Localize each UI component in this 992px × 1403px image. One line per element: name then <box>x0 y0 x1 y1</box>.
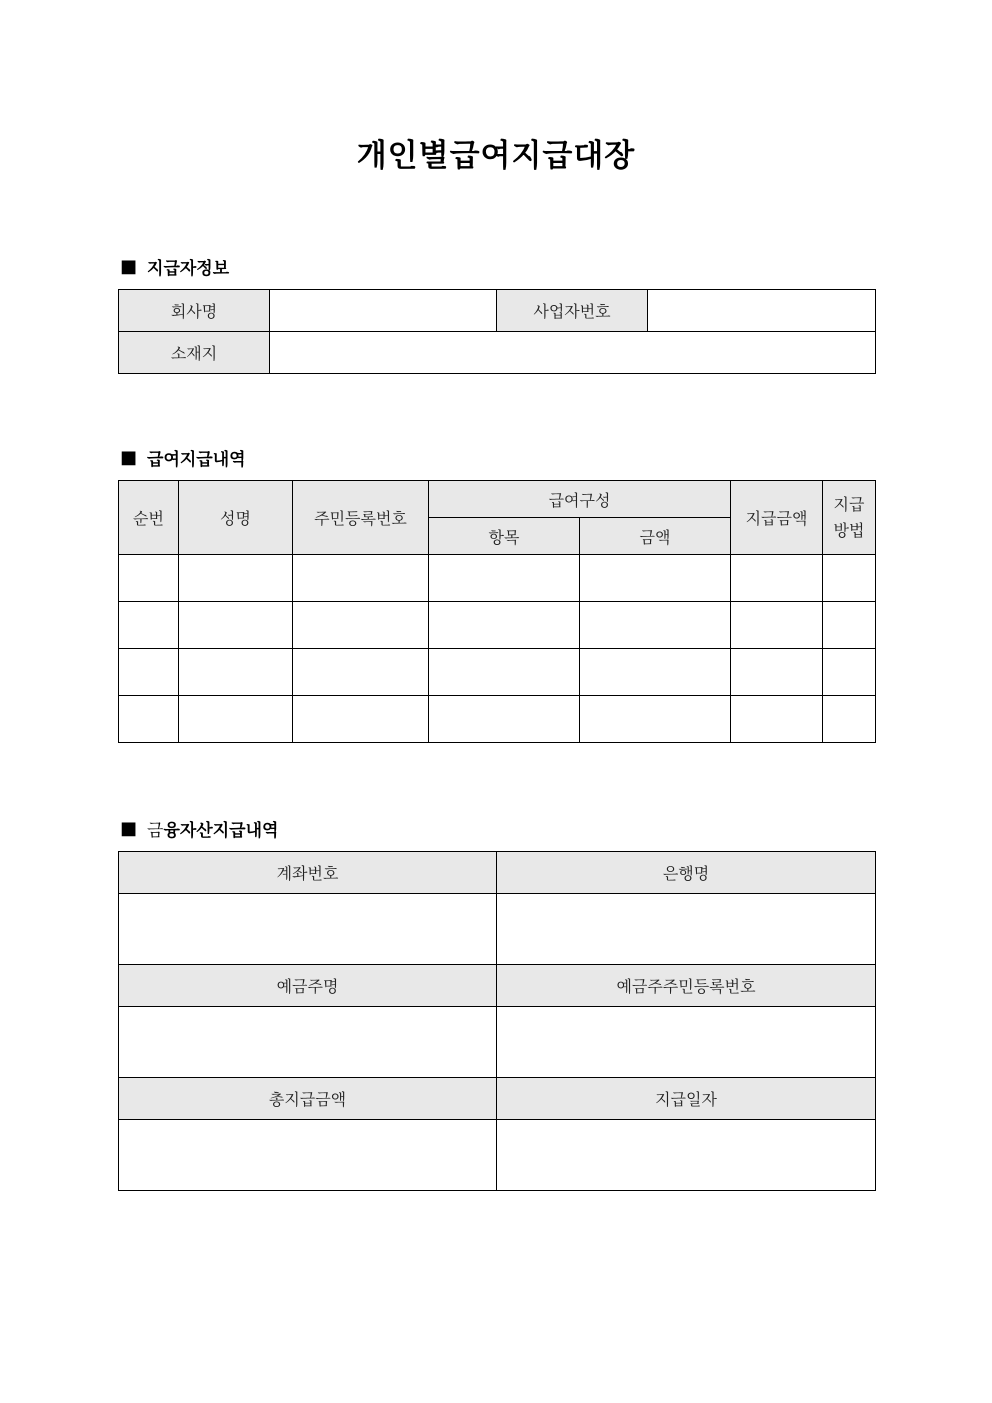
cell-resident-no[interactable] <box>293 555 429 602</box>
payment-section-heading <box>120 445 246 470</box>
address-field[interactable] <box>270 332 876 374</box>
col-name: 성명 <box>179 481 293 555</box>
cell-seq[interactable] <box>119 602 179 649</box>
col-resident-no: 주민등록번호 <box>293 481 429 555</box>
cell-resident-no[interactable] <box>293 602 429 649</box>
col-composition: 급여구성 <box>429 481 731 518</box>
square-bullet-icon: ■ <box>120 256 138 277</box>
col-item: 항목 <box>429 518 580 555</box>
business-no-field[interactable] <box>648 290 876 332</box>
table-row <box>119 602 876 649</box>
payment-table <box>118 480 876 743</box>
depositor-label: 예금주명 <box>119 965 497 1007</box>
col-pay-method: 지급 방법 <box>823 481 876 555</box>
address-label: 소재지 <box>119 332 270 374</box>
cell-pay-method[interactable] <box>823 696 876 743</box>
cell-name[interactable] <box>179 696 293 743</box>
cell-resident-no[interactable] <box>293 696 429 743</box>
payer-section-heading <box>120 254 229 279</box>
cell-seq[interactable] <box>119 649 179 696</box>
col-seq: 순번 <box>119 481 179 555</box>
cell-item[interactable] <box>429 602 580 649</box>
finance-section-title-prefix: 금 <box>147 821 164 841</box>
finance-table <box>118 851 876 1191</box>
page-title: 개인별급여지급대장 <box>356 138 636 174</box>
cell-amount[interactable] <box>580 602 731 649</box>
pay-date-label: 지급일자 <box>497 1078 876 1120</box>
depositor-id-field[interactable] <box>497 1007 876 1078</box>
depositor-field[interactable] <box>119 1007 497 1078</box>
cell-pay-amount[interactable] <box>731 696 823 743</box>
payer-info-table <box>118 289 876 374</box>
cell-item[interactable] <box>429 649 580 696</box>
cell-name[interactable] <box>179 555 293 602</box>
cell-amount[interactable] <box>580 555 731 602</box>
cell-amount[interactable] <box>580 649 731 696</box>
company-label: 회사명 <box>119 290 270 332</box>
square-bullet-icon: ■ <box>120 818 138 839</box>
table-row <box>119 696 876 743</box>
cell-item[interactable] <box>429 696 580 743</box>
cell-pay-method[interactable] <box>823 649 876 696</box>
payment-section-title: 급여지급내역 <box>147 450 246 470</box>
table-row <box>119 649 876 696</box>
cell-name[interactable] <box>179 649 293 696</box>
payer-section-title: 지급자정보 <box>147 259 230 279</box>
depositor-id-label: 예금주주민등록번호 <box>497 965 876 1007</box>
cell-pay-amount[interactable] <box>731 649 823 696</box>
pay-date-field[interactable] <box>497 1120 876 1191</box>
total-label: 총지급금액 <box>119 1078 497 1120</box>
cell-pay-amount[interactable] <box>731 555 823 602</box>
cell-pay-method[interactable] <box>823 555 876 602</box>
cell-amount[interactable] <box>580 696 731 743</box>
col-amount: 금액 <box>580 518 731 555</box>
bank-field[interactable] <box>497 894 876 965</box>
account-no-label: 계좌번호 <box>119 852 497 894</box>
col-pay-amount: 지급금액 <box>731 481 823 555</box>
account-no-field[interactable] <box>119 894 497 965</box>
business-no-label: 사업자번호 <box>497 290 648 332</box>
cell-seq[interactable] <box>119 555 179 602</box>
square-bullet-icon: ■ <box>120 447 138 468</box>
company-field[interactable] <box>270 290 497 332</box>
total-field[interactable] <box>119 1120 497 1191</box>
cell-pay-method[interactable] <box>823 602 876 649</box>
cell-pay-amount[interactable] <box>731 602 823 649</box>
cell-item[interactable] <box>429 555 580 602</box>
table-row <box>119 555 876 602</box>
bank-label: 은행명 <box>497 852 876 894</box>
finance-section-heading <box>120 816 278 841</box>
cell-name[interactable] <box>179 602 293 649</box>
cell-resident-no[interactable] <box>293 649 429 696</box>
cell-seq[interactable] <box>119 696 179 743</box>
finance-section-title: 융자산지급내역 <box>163 821 279 841</box>
